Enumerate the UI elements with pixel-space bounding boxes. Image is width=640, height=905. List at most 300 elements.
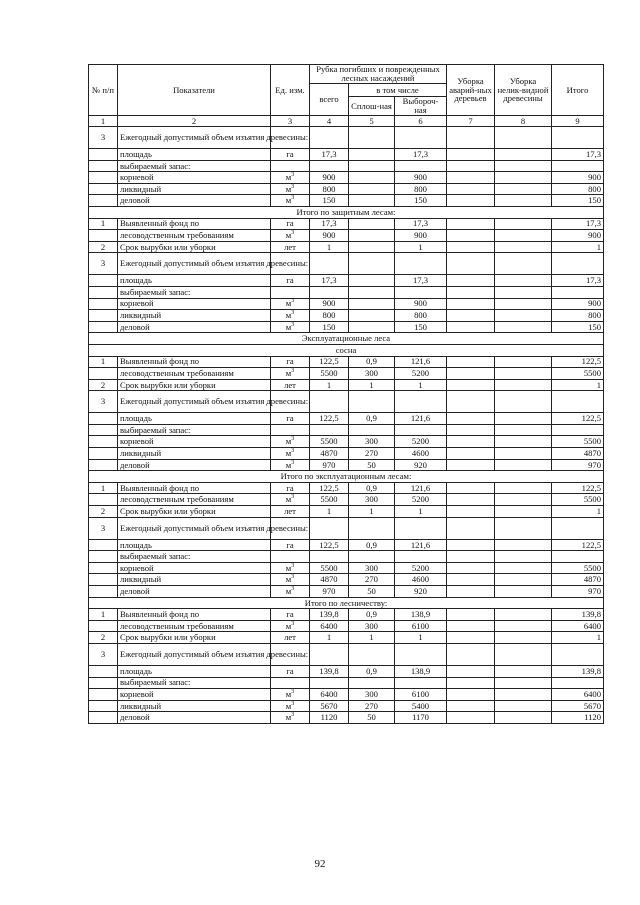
illiquid-cell: [495, 712, 552, 724]
row-number: 3: [89, 517, 118, 539]
illiquid-cell: [495, 494, 552, 506]
selective-cell: 1: [395, 506, 447, 518]
superscript: 3: [291, 562, 295, 569]
total-cell: 900: [310, 230, 349, 242]
illiquid-cell: [495, 506, 552, 518]
selective-cell: 5200: [395, 494, 447, 506]
row-label: площадь: [118, 413, 271, 425]
illiquid-cell: [495, 391, 552, 413]
page-number: 92: [314, 858, 326, 870]
emergency-cell: [447, 160, 495, 172]
table-row: [89, 700, 604, 712]
row-number: [89, 539, 118, 551]
table-row: [89, 643, 604, 665]
total-cell: 1: [310, 632, 349, 644]
table-row: [89, 172, 604, 184]
itogo-cell: 6400: [552, 620, 604, 632]
section-title: сосна: [89, 344, 604, 356]
selective-cell: 1: [395, 379, 447, 391]
illiquid-cell: [495, 643, 552, 665]
table-row: [89, 160, 604, 172]
clear-cell: [349, 310, 395, 322]
row-number: 2: [89, 506, 118, 518]
selective-cell: 1170: [395, 712, 447, 724]
selective-cell: 920: [395, 459, 447, 471]
row-number: [89, 700, 118, 712]
superscript: 3: [291, 448, 295, 455]
colnum-cell: 7: [447, 116, 495, 127]
row-number: 2: [89, 241, 118, 253]
row-label: корневой: [118, 298, 271, 310]
illiquid-cell: [495, 700, 552, 712]
unit-cell: [271, 160, 310, 172]
clear-cell: [349, 218, 395, 230]
unit-cell: га: [271, 482, 310, 494]
total-cell: 5500: [310, 368, 349, 380]
superscript: 3: [291, 172, 295, 179]
clear-cell: 300: [349, 368, 395, 380]
unit-cell: $м^3$: [271, 712, 310, 724]
row-number: [89, 230, 118, 242]
emergency-cell: [447, 241, 495, 253]
illiquid-cell: [495, 551, 552, 563]
selective-cell: 121,6: [395, 482, 447, 494]
superscript: 3: [291, 310, 295, 317]
illiquid-cell: [495, 241, 552, 253]
header-felling: Рубка погибших и поврежденных лесных насаждений: [310, 65, 447, 84]
row-number: 1: [89, 482, 118, 494]
itogo-cell: 970: [552, 459, 604, 471]
clear-cell: 1: [349, 506, 395, 518]
emergency-cell: [447, 149, 495, 161]
itogo-cell: 900: [552, 172, 604, 184]
row-label: деловой: [118, 195, 271, 207]
clear-cell: [349, 127, 395, 149]
row-label: Ежегодный допустимый объем изъятия древесины:: [118, 253, 271, 275]
total-cell: 4870: [310, 448, 349, 460]
illiquid-cell: [495, 539, 552, 551]
clear-cell: 0,9: [349, 482, 395, 494]
row-number: [89, 195, 118, 207]
total-cell: 5670: [310, 700, 349, 712]
row-label: выбираемый запас:: [118, 286, 271, 298]
row-number: [89, 494, 118, 506]
itogo-cell: 150: [552, 195, 604, 207]
clear-cell: [349, 160, 395, 172]
row-number: [89, 368, 118, 380]
total-cell: 1: [310, 241, 349, 253]
total-cell: 900: [310, 172, 349, 184]
row-number: [89, 620, 118, 632]
selective-cell: 920: [395, 586, 447, 598]
row-number: 2: [89, 379, 118, 391]
clear-cell: [349, 391, 395, 413]
superscript: 3: [291, 712, 295, 719]
header-clear: Сплош-ная: [349, 97, 395, 116]
clear-cell: [349, 517, 395, 539]
selective-cell: 800: [395, 310, 447, 322]
row-number: [89, 275, 118, 287]
itogo-cell: [552, 286, 604, 298]
selective-cell: 1: [395, 632, 447, 644]
table-row: [89, 241, 604, 253]
row-number: [89, 413, 118, 425]
superscript: 3: [291, 586, 295, 593]
row-label: Срок вырубки или уборки: [118, 241, 271, 253]
total-cell: 1: [310, 379, 349, 391]
itogo-cell: [552, 551, 604, 563]
clear-cell: 300: [349, 436, 395, 448]
selective-cell: 6100: [395, 620, 447, 632]
clear-cell: [349, 230, 395, 242]
superscript: 3: [291, 436, 295, 443]
illiquid-cell: [495, 218, 552, 230]
row-label: Ежегодный допустимый объем изъятия древесины:: [118, 643, 271, 665]
table-row: [89, 183, 604, 195]
row-label: лесоводственным требованиям: [118, 230, 271, 242]
superscript: 3: [291, 368, 295, 375]
row-number: [89, 574, 118, 586]
row-label: деловой: [118, 459, 271, 471]
row-number: [89, 665, 118, 677]
table-row: [89, 689, 604, 701]
selective-cell: 121,6: [395, 413, 447, 425]
illiquid-cell: [495, 368, 552, 380]
row-label: выбираемый запас:: [118, 551, 271, 563]
total-cell: 150: [310, 195, 349, 207]
section-title: Эксплуатационные леса: [89, 333, 604, 345]
selective-cell: 150: [395, 321, 447, 333]
unit-cell: $м^3$: [271, 494, 310, 506]
itogo-cell: 139,8: [552, 609, 604, 621]
row-number: [89, 459, 118, 471]
total-cell: 5500: [310, 494, 349, 506]
illiquid-cell: [495, 310, 552, 322]
unit-cell: $м^3$: [271, 368, 310, 380]
selective-cell: 5400: [395, 700, 447, 712]
colnum-cell: 9: [552, 116, 604, 127]
selective-cell: 900: [395, 298, 447, 310]
section-row: [89, 471, 604, 483]
row-label: Срок вырубки или уборки: [118, 506, 271, 518]
selective-cell: 5200: [395, 562, 447, 574]
table-row: [89, 275, 604, 287]
row-label: корневой: [118, 562, 271, 574]
row-label: Выявленный фонд по: [118, 482, 271, 494]
itogo-cell: 1: [552, 379, 604, 391]
emergency-cell: [447, 356, 495, 368]
illiquid-cell: [495, 459, 552, 471]
clear-cell: 0,9: [349, 356, 395, 368]
row-label: деловой: [118, 321, 271, 333]
total-cell: 5500: [310, 436, 349, 448]
total-cell: 970: [310, 459, 349, 471]
row-label: Выявленный фонд по: [118, 218, 271, 230]
itogo-cell: [552, 253, 604, 275]
total-cell: 17,3: [310, 149, 349, 161]
selective-cell: 800: [395, 183, 447, 195]
unit-cell: $м^3$: [271, 459, 310, 471]
emergency-cell: [447, 494, 495, 506]
emergency-cell: [447, 517, 495, 539]
row-label: лесоводственным требованиям: [118, 620, 271, 632]
row-number: [89, 712, 118, 724]
table-row: [89, 127, 604, 149]
illiquid-cell: [495, 230, 552, 242]
emergency-cell: [447, 482, 495, 494]
row-label: площадь: [118, 665, 271, 677]
section-row: [89, 344, 604, 356]
superscript: 3: [291, 298, 295, 305]
superscript: 3: [291, 230, 295, 237]
illiquid-cell: [495, 149, 552, 161]
illiquid-cell: [495, 356, 552, 368]
row-label: Выявленный фонд по: [118, 356, 271, 368]
unit-cell: $м^3$: [271, 183, 310, 195]
row-number: 2: [89, 632, 118, 644]
itogo-cell: 17,3: [552, 218, 604, 230]
selective-cell: 5200: [395, 436, 447, 448]
illiquid-cell: [495, 379, 552, 391]
total-cell: [310, 643, 349, 665]
emergency-cell: [447, 230, 495, 242]
superscript: 3: [291, 459, 295, 466]
itogo-cell: 900: [552, 298, 604, 310]
table-row: [89, 368, 604, 380]
clear-cell: 300: [349, 494, 395, 506]
emergency-cell: [447, 539, 495, 551]
emergency-cell: [447, 712, 495, 724]
itogo-cell: [552, 160, 604, 172]
total-cell: 1120: [310, 712, 349, 724]
selective-cell: [395, 391, 447, 413]
total-cell: 1: [310, 506, 349, 518]
table-row: [89, 286, 604, 298]
illiquid-cell: [495, 448, 552, 460]
row-number: [89, 448, 118, 460]
row-label: ликвидный: [118, 574, 271, 586]
unit-cell: лет: [271, 241, 310, 253]
itogo-cell: 970: [552, 586, 604, 598]
table-body: [89, 127, 604, 724]
table-row: [89, 632, 604, 644]
emergency-cell: [447, 632, 495, 644]
total-cell: 122,5: [310, 356, 349, 368]
emergency-cell: [447, 643, 495, 665]
emergency-cell: [447, 506, 495, 518]
table-row: [89, 379, 604, 391]
selective-cell: [395, 551, 447, 563]
total-cell: 122,5: [310, 413, 349, 425]
section-row: [89, 206, 604, 218]
itogo-cell: 5500: [552, 562, 604, 574]
illiquid-cell: [495, 160, 552, 172]
header-selective: Выбороч-ная: [395, 97, 447, 116]
selective-cell: 1: [395, 241, 447, 253]
row-label: лесоводственным требованиям: [118, 494, 271, 506]
total-cell: 800: [310, 183, 349, 195]
row-label: площадь: [118, 539, 271, 551]
itogo-cell: [552, 391, 604, 413]
header-total-all: всего: [310, 83, 349, 115]
row-number: [89, 424, 118, 436]
unit-cell: га: [271, 275, 310, 287]
clear-cell: [349, 321, 395, 333]
illiquid-cell: [495, 665, 552, 677]
clear-cell: 300: [349, 620, 395, 632]
itogo-cell: 5500: [552, 368, 604, 380]
total-cell: 970: [310, 586, 349, 598]
illiquid-cell: [495, 413, 552, 425]
superscript: 3: [291, 321, 295, 328]
total-cell: [310, 253, 349, 275]
itogo-cell: 4870: [552, 574, 604, 586]
table-row: [89, 149, 604, 161]
selective-cell: 4600: [395, 574, 447, 586]
emergency-cell: [447, 448, 495, 460]
row-number: 1: [89, 609, 118, 621]
itogo-cell: 17,3: [552, 275, 604, 287]
row-label: Выявленный фонд по: [118, 609, 271, 621]
illiquid-cell: [495, 677, 552, 689]
clear-cell: 0,9: [349, 665, 395, 677]
table-row: [89, 436, 604, 448]
clear-cell: [349, 298, 395, 310]
illiquid-cell: [495, 275, 552, 287]
selective-cell: 6100: [395, 689, 447, 701]
table-row: [89, 551, 604, 563]
unit-cell: [271, 286, 310, 298]
illiquid-cell: [495, 586, 552, 598]
itogo-cell: [552, 677, 604, 689]
emergency-cell: [447, 586, 495, 598]
row-label: деловой: [118, 586, 271, 598]
clear-cell: [349, 275, 395, 287]
total-cell: 6400: [310, 620, 349, 632]
section-row: [89, 333, 604, 345]
total-cell: 150: [310, 321, 349, 333]
itogo-cell: 5670: [552, 700, 604, 712]
section-title: Итого по защитным лесам:: [89, 206, 604, 218]
table-row: [89, 506, 604, 518]
total-cell: [310, 286, 349, 298]
colnum-cell: 3: [271, 116, 310, 127]
emergency-cell: [447, 310, 495, 322]
unit-cell: $м^3$: [271, 195, 310, 207]
emergency-cell: [447, 218, 495, 230]
section-row: [89, 597, 604, 609]
itogo-cell: 1: [552, 632, 604, 644]
itogo-cell: 1: [552, 506, 604, 518]
illiquid-cell: [495, 609, 552, 621]
unit-cell: [271, 424, 310, 436]
itogo-cell: 900: [552, 230, 604, 242]
unit-cell: $м^3$: [271, 310, 310, 322]
selective-cell: 4600: [395, 448, 447, 460]
emergency-cell: [447, 574, 495, 586]
colnum-cell: 6: [395, 116, 447, 127]
itogo-cell: 5500: [552, 494, 604, 506]
emergency-cell: [447, 620, 495, 632]
emergency-cell: [447, 379, 495, 391]
row-number: [89, 321, 118, 333]
total-cell: [310, 424, 349, 436]
emergency-cell: [447, 368, 495, 380]
unit-cell: $м^3$: [271, 230, 310, 242]
itogo-cell: [552, 424, 604, 436]
emergency-cell: [447, 183, 495, 195]
header-incl: в том числе: [349, 83, 447, 97]
unit-cell: га: [271, 356, 310, 368]
clear-cell: [349, 172, 395, 184]
emergency-cell: [447, 172, 495, 184]
unit-cell: лет: [271, 379, 310, 391]
illiquid-cell: [495, 689, 552, 701]
emergency-cell: [447, 665, 495, 677]
unit-cell: лет: [271, 506, 310, 518]
superscript: 3: [291, 689, 295, 696]
selective-cell: 5200: [395, 368, 447, 380]
selective-cell: [395, 677, 447, 689]
superscript: 3: [291, 700, 295, 707]
selective-cell: 17,3: [395, 275, 447, 287]
itogo-cell: [552, 517, 604, 539]
illiquid-cell: [495, 253, 552, 275]
superscript: 3: [291, 195, 295, 202]
table-row: [89, 586, 604, 598]
table-row: [89, 230, 604, 242]
table-row: [89, 413, 604, 425]
selective-cell: 138,9: [395, 665, 447, 677]
row-number: [89, 689, 118, 701]
header-num: № п/п: [89, 65, 118, 116]
emergency-cell: [447, 298, 495, 310]
total-cell: [310, 551, 349, 563]
unit-cell: $м^3$: [271, 620, 310, 632]
emergency-cell: [447, 391, 495, 413]
clear-cell: 270: [349, 574, 395, 586]
row-number: [89, 310, 118, 322]
unit-cell: га: [271, 149, 310, 161]
emergency-cell: [447, 253, 495, 275]
itogo-cell: 4870: [552, 448, 604, 460]
selective-cell: [395, 643, 447, 665]
selective-cell: 17,3: [395, 218, 447, 230]
superscript: 3: [291, 183, 295, 190]
row-label: корневой: [118, 436, 271, 448]
row-number: [89, 677, 118, 689]
colnum-cell: 8: [495, 116, 552, 127]
table-row: [89, 218, 604, 230]
row-number: 3: [89, 127, 118, 149]
section-title: Итого по эксплуатационным лесам:: [89, 471, 604, 483]
clear-cell: 0,9: [349, 609, 395, 621]
clear-cell: [349, 149, 395, 161]
section-title: Итого по лесничеству:: [89, 597, 604, 609]
total-cell: [310, 127, 349, 149]
illiquid-cell: [495, 424, 552, 436]
selective-cell: [395, 424, 447, 436]
unit-cell: [271, 551, 310, 563]
clear-cell: [349, 183, 395, 195]
illiquid-cell: [495, 321, 552, 333]
row-label: Срок вырубки или уборки: [118, 379, 271, 391]
row-number: [89, 149, 118, 161]
table-row: [89, 482, 604, 494]
emergency-cell: [447, 321, 495, 333]
table-row: [89, 321, 604, 333]
unit-cell: $м^3$: [271, 562, 310, 574]
